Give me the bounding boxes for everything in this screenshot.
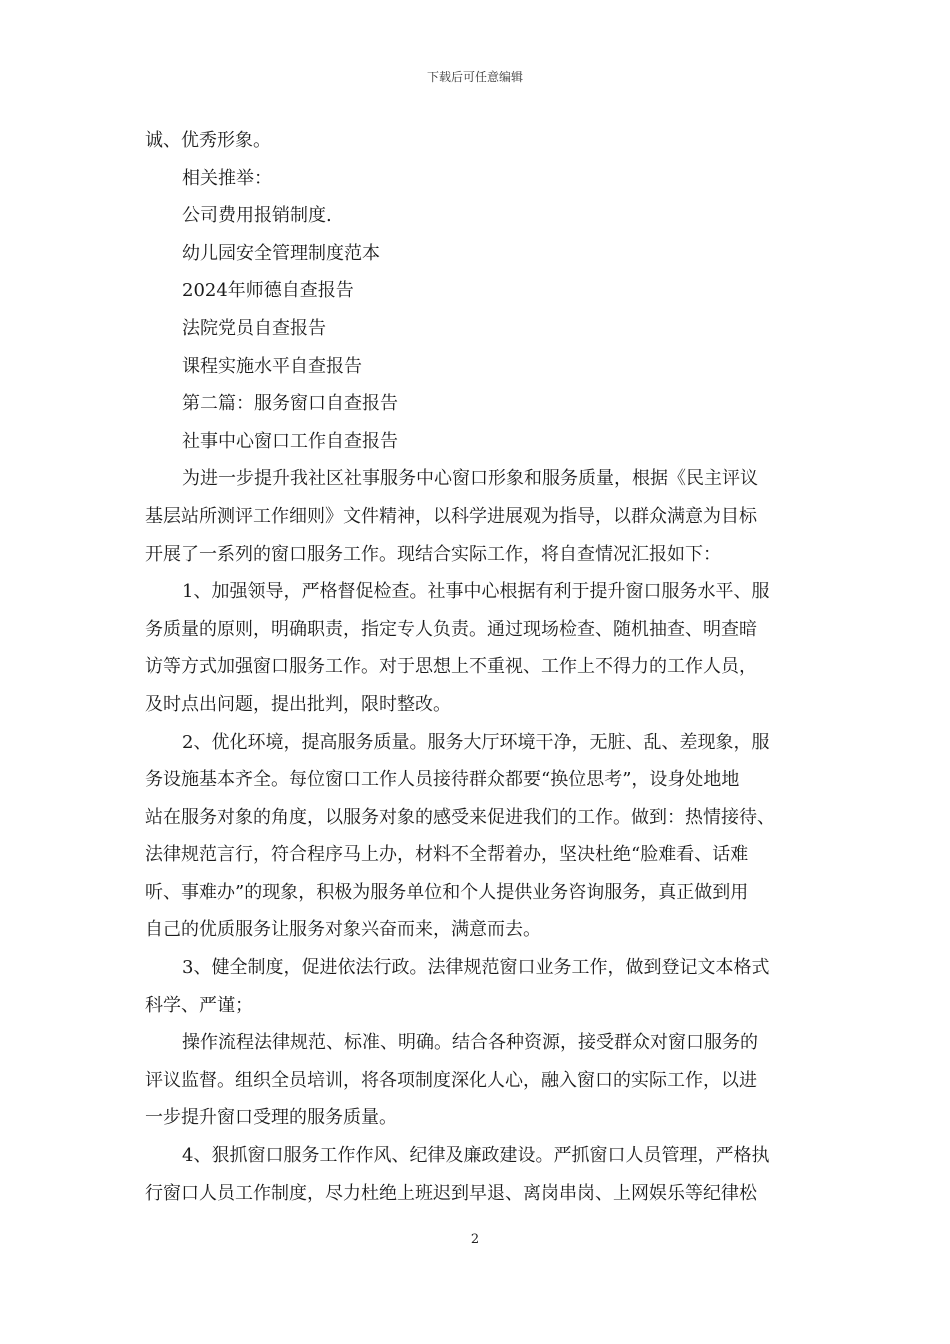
text-line: 幼儿园安全管理制度范本 (182, 242, 380, 264)
text-line: 2024年师德自查报告 (182, 280, 354, 302)
text-line: 社事中心窗口工作自查报告 (182, 430, 398, 452)
text-line: 一步提升窗口受理的服务质量。 (145, 1107, 397, 1129)
text-line: 操作流程法律规范、标准、明确。结合各种资源，接受群众对窗口服务的 (182, 1032, 758, 1054)
text-line: 诚、优秀形象。 (145, 130, 271, 151)
text-line: 行窗口人员工作制度，尽力杜绝上班迟到早退、离岗串岗、上网娱乐等纪律松 (145, 1182, 757, 1204)
text-line: 听、事难办”的现象，积极为服务单位和个人提供业务咨询服务，真正做到用 (145, 881, 749, 903)
text-line: 课程实施水平自查报告 (182, 355, 362, 377)
text-line: 公司费用报销制度. (182, 205, 332, 227)
text-line: 法律规范言行，符合程序马上办，材料不全帮着办，坚决杜绝“脸难看、话难 (145, 844, 749, 866)
text-line: 为进一步提升我社区社事服务中心窗口形象和服务质量，根据《民主评议 (182, 468, 758, 490)
text-line: 站在服务对象的角度，以服务对象的感受来促进我们的工作。做到：热情接待、 (145, 806, 775, 828)
text-line: 评议监督。组织全员培训，将各项制度深化人心，融入窗口的实际工作，以进 (145, 1069, 757, 1091)
text-line: 第二篇：服务窗口自查报告 (182, 393, 398, 415)
text-line: 务设施基本齐全。每位窗口工作人员接待群众都要“换位思考”，设身处地地 (145, 769, 740, 791)
page-header: 下载后可任意编辑 (426, 70, 523, 84)
text-line: 访等方式加强窗口服务工作。对于思想上不重视、工作上不得力的工作人员， (145, 656, 757, 678)
page-number: 2 (470, 1232, 480, 1247)
text-line: 2、优化环境，提高服务质量。服务大厅环境干净，无脏、乱、差现象，服 (182, 731, 770, 753)
text-line: 3、健全制度，促进依法行政。法律规范窗口业务工作，做到登记文本格式 (182, 957, 770, 979)
text-line: 科学、严谨； (145, 994, 253, 1016)
text-line: 1、加强领导，严格督促检查。社事中心根据有利于提升窗口服务水平、服 (182, 581, 770, 603)
text-line: 务质量的原则，明确职责，指定专人负责。通过现场检查、随机抽查、明查暗 (145, 618, 757, 640)
text-line: 4、狠抓窗口服务工作作风、纪律及廉政建设。严抓窗口人员管理，严格执 (182, 1145, 770, 1167)
text-line: 法院党员自查报告 (182, 317, 326, 339)
text-line: 自己的优质服务让服务对象兴奋而来，满意而去。 (145, 919, 541, 941)
text-line: 相关推举： (182, 167, 272, 189)
text-line: 开展了一系列的窗口服务工作。现结合实际工作，将自查情况汇报如下： (145, 543, 721, 565)
text-line: 及时点出问题，提出批判，限时整改。 (145, 693, 451, 715)
text-line: 基层站所测评工作细则》文件精神，以科学进展观为指导，以群众满意为目标 (145, 505, 757, 527)
document-body (145, 122, 810, 1212)
